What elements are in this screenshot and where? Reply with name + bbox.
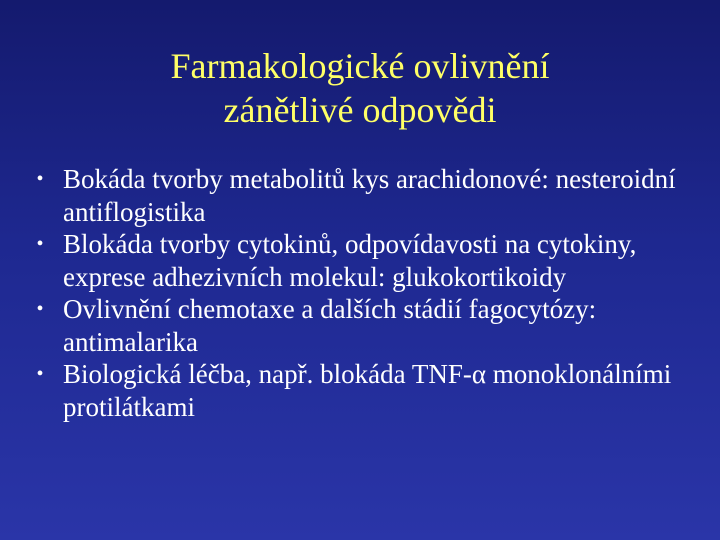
bullet-list <box>30 163 690 423</box>
bullet-text: Ovlivnění chemotaxe a dalších stádií fagocytózy: antimalarika <box>63 294 597 357</box>
bullet-dot-icon: • <box>36 233 44 255</box>
bullet-text: Bokáda tvorby metabolitů kys arachidonové: nesteroidní antiflogistika <box>63 164 676 227</box>
bullet-text: Blokáda tvorby cytokinů, odpovídavosti na cytokiny, exprese adhezivních molekul: glukokortikoidy <box>63 229 637 292</box>
bullet-item-4 <box>30 358 690 423</box>
bullet-item-3 <box>30 293 690 358</box>
bullet-item-2 <box>30 228 690 293</box>
bullet-dot-icon: • <box>36 363 44 385</box>
bullet-dot-icon: • <box>36 298 44 320</box>
slide-title-line-1: Farmakologické ovlivnění <box>170 46 550 86</box>
bullet-text: Biologická léčba, např. blokáda TNF-α monoklonálními protilátkami <box>63 359 672 422</box>
slide-title <box>60 44 660 132</box>
bullet-item-1 <box>30 163 690 228</box>
slide-title-line-2: zánětlivé odpovědi <box>223 90 497 130</box>
bullet-dot-icon: • <box>36 168 44 190</box>
